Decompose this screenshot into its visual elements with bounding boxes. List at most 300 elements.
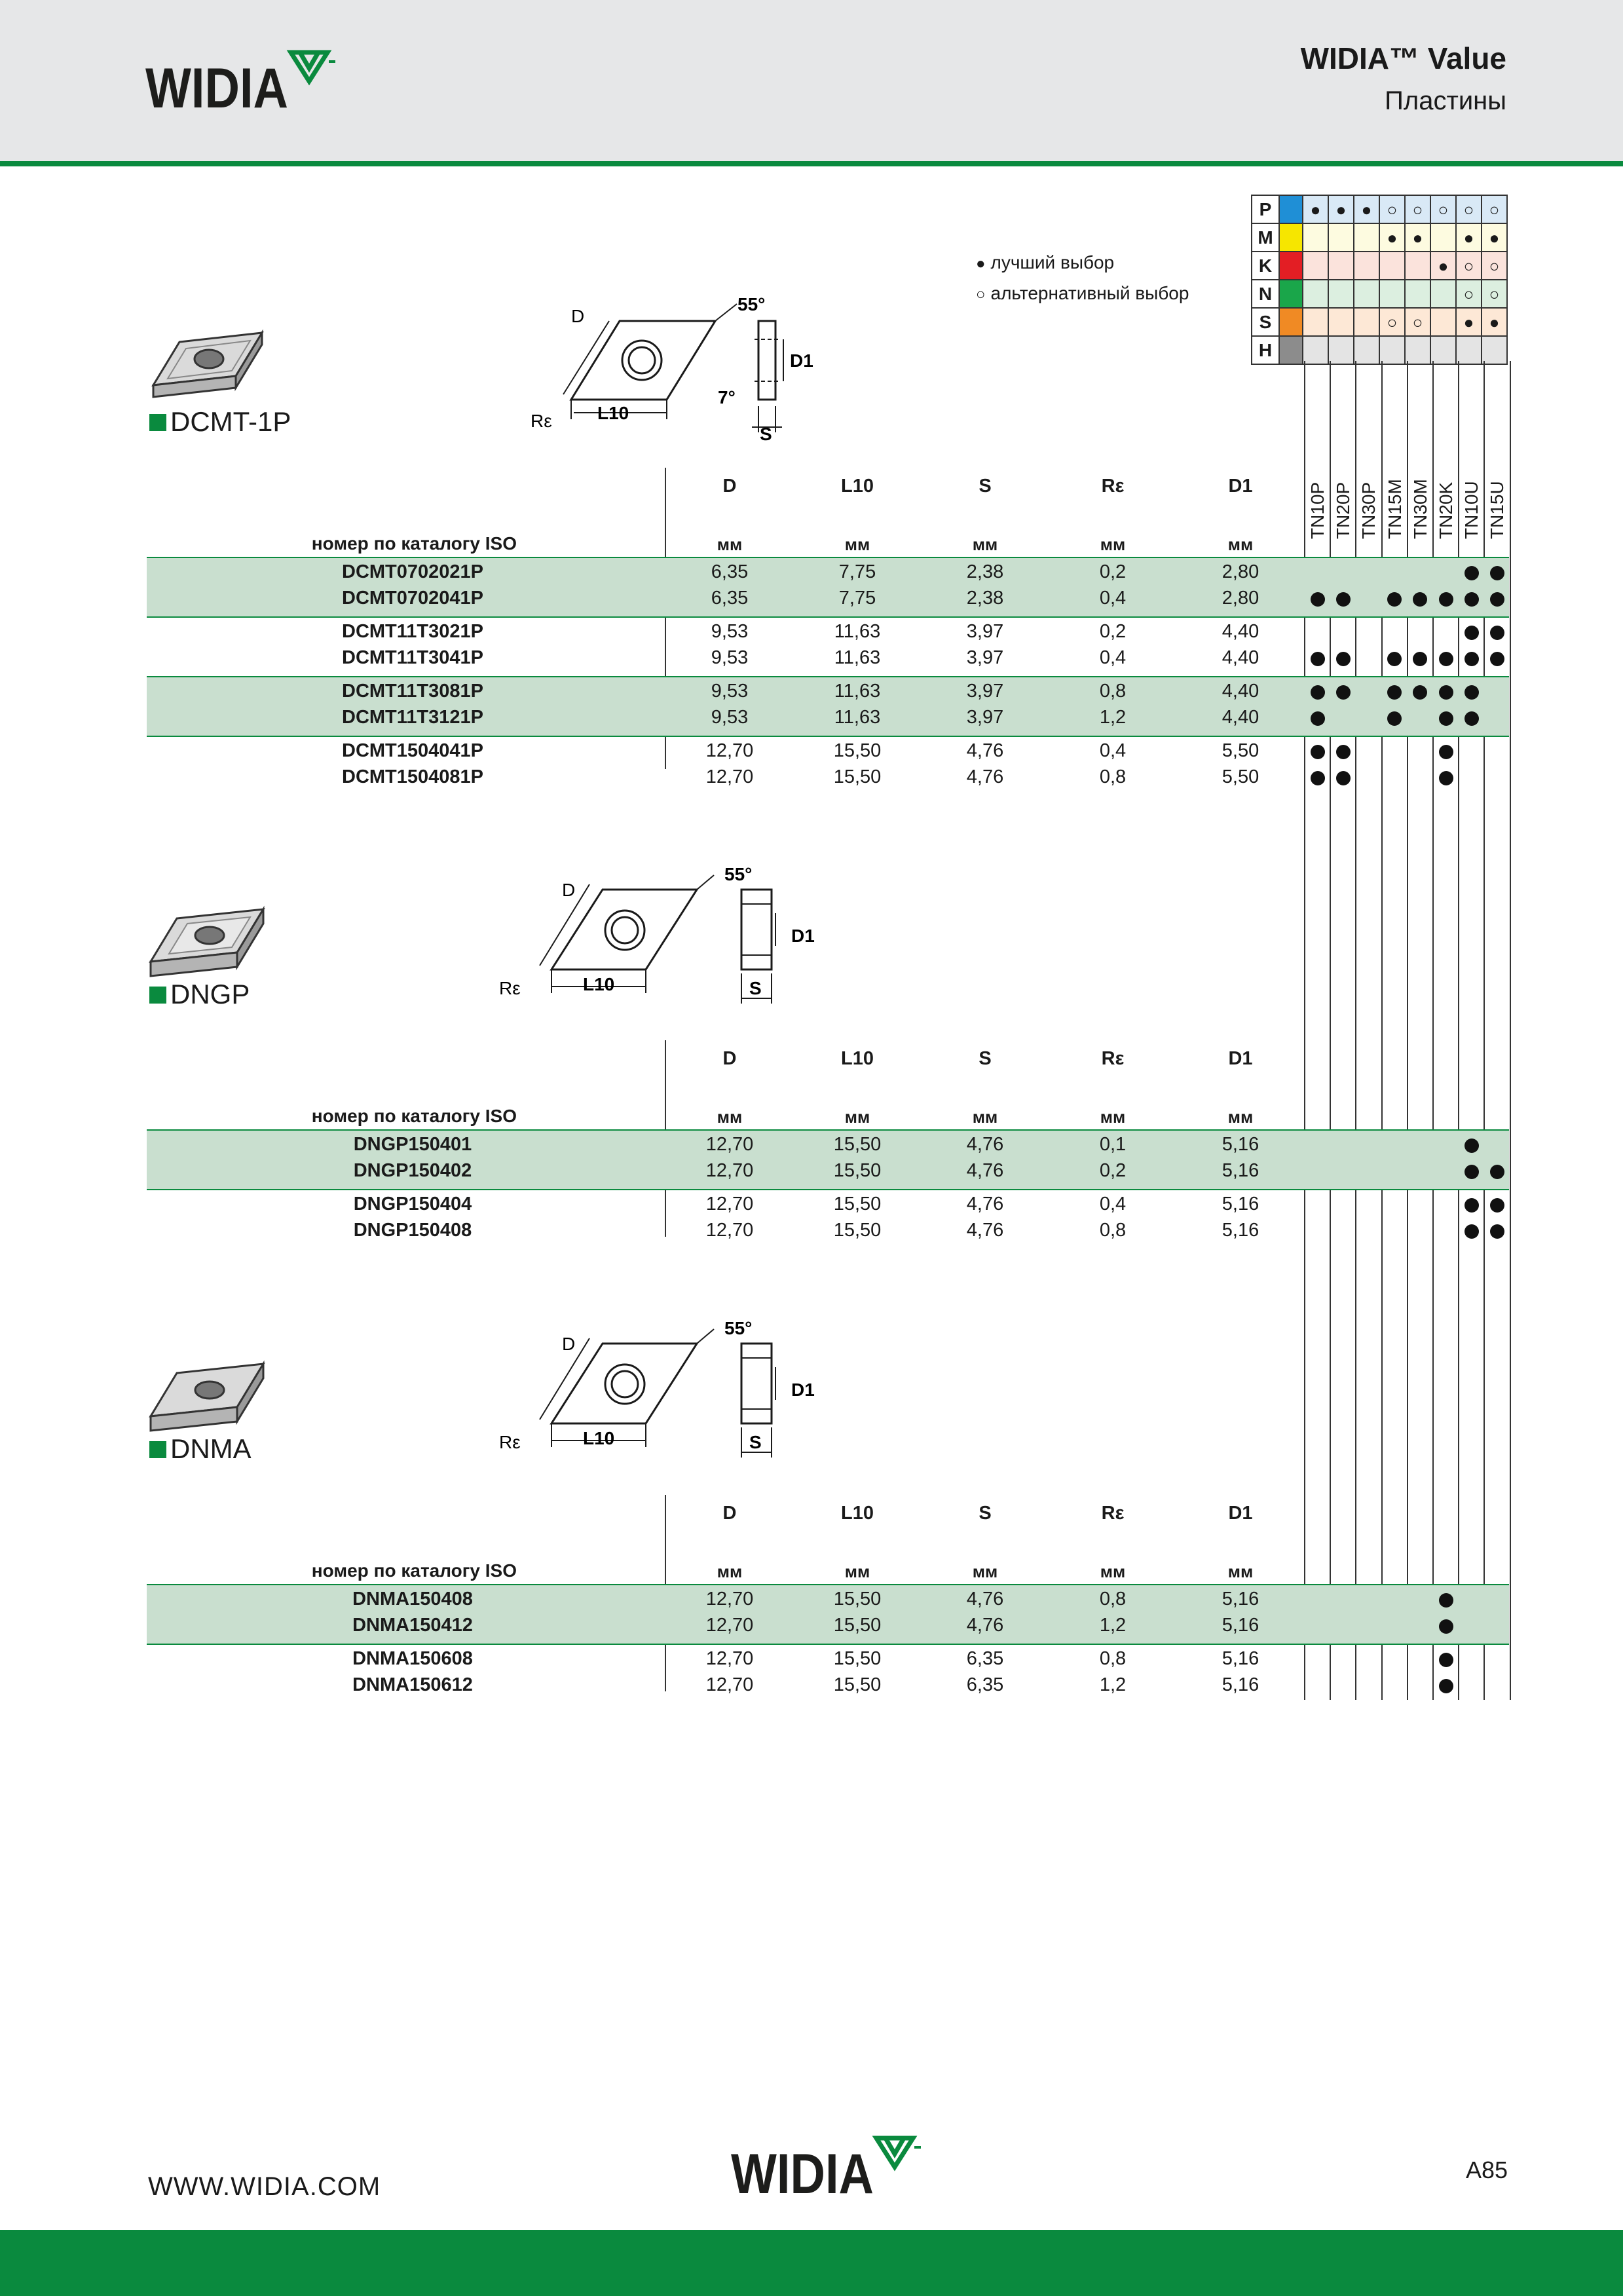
dimension-value: 4,76 xyxy=(966,1589,1004,1609)
dimension-value: 0,2 xyxy=(1099,621,1127,642)
section-title-dnma xyxy=(149,1433,252,1465)
dim-angle: 55° xyxy=(737,294,766,314)
iso-grade-mark xyxy=(1354,308,1379,336)
dimension-value: 0,2 xyxy=(1099,561,1127,582)
grade-label: TN20K xyxy=(1436,481,1456,539)
dimension-value: 6,35 xyxy=(711,561,749,582)
insert-drawing-dngp xyxy=(498,858,815,1009)
iso-catalog-label: номер по каталогу ISO xyxy=(311,1106,517,1126)
grade-recommended-dot xyxy=(1387,652,1402,666)
dimension-value: 3,97 xyxy=(966,681,1004,702)
section-title-text: DNGP xyxy=(170,979,250,1009)
catalog-title: WIDIA™ Value xyxy=(1300,41,1506,75)
dimension-value: 0,8 xyxy=(1099,681,1127,702)
iso-color-swatch xyxy=(1279,252,1303,280)
catalog-subtitle: Пластины xyxy=(1385,86,1506,115)
column-header: D1 xyxy=(1228,476,1253,497)
grade-heading xyxy=(1305,481,1331,560)
insert-drawing-dnma xyxy=(498,1312,815,1463)
dimension-value: 15,50 xyxy=(833,1194,882,1214)
column-unit: мм xyxy=(844,535,870,554)
dim-d1: D1 xyxy=(791,926,815,946)
dim-l10: L10 xyxy=(583,1428,615,1448)
grade-label: TN30P xyxy=(1358,481,1379,539)
dimension-value: 6,35 xyxy=(966,1674,1004,1695)
iso-grade-mark: ○ xyxy=(1456,195,1482,223)
dimension-value: 4,40 xyxy=(1222,621,1259,642)
page-number: A85 xyxy=(1465,2156,1508,2183)
dimension-value: 12,70 xyxy=(705,1615,754,1636)
catalog-number: DCMT0702041P xyxy=(342,588,483,609)
column-header: Rε xyxy=(1101,476,1125,497)
section-title-text: DNMA xyxy=(170,1433,252,1464)
dimension-value: 4,76 xyxy=(966,1220,1004,1241)
column-unit: мм xyxy=(717,535,743,554)
iso-letter: M xyxy=(1252,223,1279,252)
dim-s: S xyxy=(749,978,762,998)
grade-heading xyxy=(1356,481,1382,560)
iso-grade-mark: ○ xyxy=(1456,280,1482,308)
iso-grade-mark xyxy=(1328,308,1354,336)
grade-recommended-dot xyxy=(1490,592,1504,607)
column-header: L10 xyxy=(841,1048,874,1069)
iso-color-swatch xyxy=(1279,336,1303,364)
grade-recommended-dot xyxy=(1413,652,1427,666)
grade-recommended-dot xyxy=(1490,626,1504,640)
dimension-value: 6,35 xyxy=(711,588,749,609)
column-unit: мм xyxy=(844,1107,870,1127)
group-divider xyxy=(147,616,1509,618)
iso-grade-mark xyxy=(1303,308,1328,336)
dimension-value: 9,53 xyxy=(711,647,749,668)
dimension-value: 4,76 xyxy=(966,1134,1004,1155)
dim-d1: D1 xyxy=(791,1380,815,1400)
grade-recommended-dot xyxy=(1464,711,1479,726)
dimension-value: 5,50 xyxy=(1222,740,1259,761)
green-square-icon xyxy=(149,987,166,1004)
dimension-value: 11,63 xyxy=(834,681,881,702)
green-square-icon xyxy=(149,1441,166,1458)
dimension-value: 15,50 xyxy=(833,1220,882,1241)
grade-recommended-dot xyxy=(1439,1593,1453,1608)
dimension-value: 3,97 xyxy=(966,621,1004,642)
dimension-value: 5,16 xyxy=(1222,1220,1259,1241)
dimension-value: 0,4 xyxy=(1099,588,1127,609)
grade-recommended-dot xyxy=(1311,711,1325,726)
dimension-value: 7,75 xyxy=(838,561,876,582)
dimension-value: 15,50 xyxy=(833,1160,882,1181)
catalog-number: DNGP150404 xyxy=(353,1194,472,1214)
grade-recommended-dot xyxy=(1439,711,1453,726)
iso-grade-mark xyxy=(1430,223,1456,252)
iso-letter: N xyxy=(1252,280,1279,308)
column-unit: мм xyxy=(717,1562,743,1581)
grade-label: TN15M xyxy=(1384,479,1405,539)
iso-grade-mark xyxy=(1354,280,1379,308)
dimension-value: 4,76 xyxy=(966,740,1004,761)
dim-d: D xyxy=(562,1334,576,1354)
dimension-value: 15,50 xyxy=(833,740,882,761)
dimension-value: 4,40 xyxy=(1222,647,1259,668)
dimension-value: 5,16 xyxy=(1222,1134,1259,1155)
grade-recommended-dot xyxy=(1311,771,1325,785)
column-unit: мм xyxy=(844,1562,870,1581)
iso-grade-mark: ○ xyxy=(1405,195,1430,223)
column-unit: мм xyxy=(1100,535,1126,554)
dimension-value: 11,63 xyxy=(834,707,881,728)
section-title-dngp xyxy=(149,979,250,1010)
catalog-number: DCMT11T3081P xyxy=(342,681,483,702)
iso-grade-mark: ○ xyxy=(1482,195,1507,223)
catalog-number: DNGP150401 xyxy=(353,1134,472,1155)
grade-recommended-dot xyxy=(1464,626,1479,640)
iso-grade-mark xyxy=(1456,336,1482,364)
dimension-value: 0,4 xyxy=(1099,647,1127,668)
catalog-number: DCMT11T3021P xyxy=(342,621,483,642)
dimension-value: 12,70 xyxy=(705,1589,754,1609)
group-divider xyxy=(147,736,1509,737)
grade-recommended-dot xyxy=(1490,1165,1504,1179)
column-header: D xyxy=(722,1048,737,1069)
column-header: D xyxy=(722,476,737,497)
grade-recommended-dot xyxy=(1490,566,1504,580)
legend-best-label: лучший выбор xyxy=(990,252,1115,273)
iso-grade-mark: ○ xyxy=(1379,195,1405,223)
iso-grade-mark xyxy=(1303,280,1328,308)
insert-image-dngp xyxy=(145,901,270,980)
iso-row xyxy=(1252,195,1507,223)
dimension-value: 1,2 xyxy=(1099,707,1127,728)
grade-recommended-dot xyxy=(1464,1165,1479,1179)
insert-drawing-dcmt xyxy=(511,282,825,452)
iso-grade-mark: ● xyxy=(1328,195,1354,223)
grade-label: TN15U xyxy=(1487,481,1508,539)
iso-grade-mark: ○ xyxy=(1482,280,1507,308)
iso-catalog-label: номер по каталогу ISO xyxy=(311,533,517,554)
column-unit: мм xyxy=(972,1107,998,1127)
iso-color-swatch xyxy=(1279,223,1303,252)
iso-grade-mark xyxy=(1303,252,1328,280)
dimension-value: 7,75 xyxy=(838,588,876,609)
dim-re: Rε xyxy=(499,978,521,998)
iso-grade-mark: ● xyxy=(1379,223,1405,252)
filled-dot-icon: ● xyxy=(976,255,986,273)
iso-color-swatch xyxy=(1279,308,1303,336)
dimension-value: 0,2 xyxy=(1099,1160,1127,1181)
iso-grade-mark xyxy=(1405,280,1430,308)
column-unit: мм xyxy=(972,1562,998,1581)
group-divider xyxy=(147,1644,1509,1645)
grade-heading xyxy=(1408,479,1434,560)
dimension-value: 5,16 xyxy=(1222,1648,1259,1669)
dimension-value: 15,50 xyxy=(833,766,882,787)
dim-l10: L10 xyxy=(583,974,615,994)
dim-s: S xyxy=(749,1432,762,1452)
iso-row xyxy=(1252,308,1507,336)
grade-recommended-dot xyxy=(1439,1679,1453,1693)
dimension-value: 2,38 xyxy=(966,588,1004,609)
iso-grade-mark: ○ xyxy=(1405,308,1430,336)
column-header: S xyxy=(979,476,992,497)
grade-recommended-dot xyxy=(1336,771,1351,785)
hollow-dot-icon: ○ xyxy=(976,286,986,303)
grade-label: TN10U xyxy=(1461,481,1482,539)
catalog-number: DCMT11T3041P xyxy=(342,647,483,668)
legend-alternative xyxy=(976,283,1189,304)
dimension-value: 11,63 xyxy=(834,647,881,668)
section-title-dcmt xyxy=(149,406,291,438)
dimension-value: 5,50 xyxy=(1222,766,1259,787)
iso-grade-mark: ○ xyxy=(1456,252,1482,280)
column-unit: мм xyxy=(717,1107,743,1127)
grade-recommended-dot xyxy=(1464,652,1479,666)
footer-band xyxy=(0,2230,1623,2296)
grade-recommended-dot xyxy=(1311,592,1325,607)
dimension-value: 1,2 xyxy=(1099,1615,1127,1636)
footer-widia-logo xyxy=(731,2129,927,2206)
dimension-value: 5,16 xyxy=(1222,1674,1259,1695)
grade-heading xyxy=(1330,481,1356,560)
iso-letter: H xyxy=(1252,336,1279,364)
dimension-value: 11,63 xyxy=(834,621,881,642)
dimension-value: 12,70 xyxy=(705,766,754,787)
dimension-value: 15,50 xyxy=(833,1648,882,1669)
iso-grade-mark xyxy=(1328,223,1354,252)
dim-angle: 55° xyxy=(724,864,753,884)
dim-clearance: 7° xyxy=(718,387,736,407)
dimension-value: 12,70 xyxy=(705,1648,754,1669)
grade-recommended-dot xyxy=(1336,652,1351,666)
grade-recommended-dot xyxy=(1464,566,1479,580)
grade-recommended-dot xyxy=(1311,685,1325,700)
iso-row xyxy=(1252,280,1507,308)
dimension-value: 5,16 xyxy=(1222,1615,1259,1636)
dimension-value: 12,70 xyxy=(705,740,754,761)
iso-grade-mark xyxy=(1379,280,1405,308)
dim-re: Rε xyxy=(499,1432,521,1452)
iso-color-swatch xyxy=(1279,195,1303,223)
iso-row xyxy=(1252,223,1507,252)
dimension-value: 0,8 xyxy=(1099,1589,1127,1609)
grade-recommended-dot xyxy=(1439,1653,1453,1667)
iso-grade-mark xyxy=(1430,336,1456,364)
grade-recommended-dot xyxy=(1490,1224,1504,1239)
dimension-value: 0,1 xyxy=(1099,1134,1127,1155)
dimension-value: 5,16 xyxy=(1222,1160,1259,1181)
grade-heading xyxy=(1484,481,1510,560)
logo-wordmark: WIDIA xyxy=(145,57,288,120)
dimension-value: 4,40 xyxy=(1222,707,1259,728)
column-unit: мм xyxy=(1100,1562,1126,1581)
iso-grade-mark: ● xyxy=(1482,223,1507,252)
iso-grade-mark: ● xyxy=(1482,308,1507,336)
iso-grade-mark: ● xyxy=(1456,308,1482,336)
iso-grade-mark xyxy=(1303,336,1328,364)
iso-grade-mark xyxy=(1379,336,1405,364)
grade-recommended-dot xyxy=(1464,592,1479,607)
column-unit: мм xyxy=(1227,535,1254,554)
iso-grade-mark: ● xyxy=(1430,252,1456,280)
iso-grade-mark: ● xyxy=(1303,195,1328,223)
iso-grade-mark xyxy=(1482,336,1507,364)
iso-grade-mark xyxy=(1430,308,1456,336)
dimension-value: 9,53 xyxy=(711,707,749,728)
dimension-value: 0,4 xyxy=(1099,1194,1127,1214)
grade-label: TN10P xyxy=(1307,481,1328,539)
catalog-number: DCMT11T3121P xyxy=(342,707,483,728)
widia-triangle-icon xyxy=(876,2138,913,2167)
grade-recommended-dot xyxy=(1439,771,1453,785)
grade-recommended-dot xyxy=(1464,1224,1479,1239)
dimension-value: 9,53 xyxy=(711,621,749,642)
iso-grade-mark xyxy=(1379,252,1405,280)
grade-recommended-dot xyxy=(1439,592,1453,607)
dimension-value: 12,70 xyxy=(705,1674,754,1695)
catalog-number: DNMA150408 xyxy=(352,1589,473,1609)
column-unit: мм xyxy=(972,535,998,554)
column-header: D1 xyxy=(1228,1503,1253,1524)
insert-image-dcmt xyxy=(145,328,270,406)
dimension-value: 4,76 xyxy=(966,1160,1004,1181)
iso-grade-mark xyxy=(1354,223,1379,252)
dimension-value: 0,8 xyxy=(1099,1220,1127,1241)
dimension-value: 0,8 xyxy=(1099,1648,1127,1669)
grade-recommended-dot xyxy=(1464,685,1479,700)
grade-recommended-dot xyxy=(1464,1139,1479,1153)
legend-best xyxy=(976,252,1114,273)
grade-recommended-dot xyxy=(1311,652,1325,666)
grade-recommended-dot xyxy=(1439,745,1453,759)
header-divider xyxy=(0,161,1623,166)
dim-re: Rε xyxy=(531,411,552,431)
dim-s: S xyxy=(760,424,772,444)
grade-recommended-dot xyxy=(1490,652,1504,666)
dimension-value: 4,76 xyxy=(966,1615,1004,1636)
column-unit: мм xyxy=(1100,1107,1126,1127)
widia-triangle-icon xyxy=(291,52,327,81)
iso-catalog-label: номер по каталогу ISO xyxy=(311,1560,517,1581)
grade-label: TN30M xyxy=(1409,479,1430,539)
dimension-value: 9,53 xyxy=(711,681,749,702)
widia-logo xyxy=(145,43,342,120)
grade-recommended-dot xyxy=(1336,745,1351,759)
dimension-value: 12,70 xyxy=(705,1160,754,1181)
column-header: Rε xyxy=(1101,1048,1125,1069)
grade-recommended-dot xyxy=(1439,685,1453,700)
catalog-number: DNMA150608 xyxy=(352,1648,473,1669)
iso-grade-mark xyxy=(1405,336,1430,364)
grade-column-line xyxy=(1510,361,1511,1700)
dimension-value: 4,40 xyxy=(1222,681,1259,702)
iso-grade-mark xyxy=(1303,223,1328,252)
catalog-number: DCMT1504041P xyxy=(342,740,483,761)
iso-letter: P xyxy=(1252,195,1279,223)
dimension-value: 3,97 xyxy=(966,647,1004,668)
grade-recommended-dot xyxy=(1336,592,1351,607)
footer-url[interactable]: WWW.WIDIA.COM xyxy=(148,2172,381,2201)
grade-label: TN20P xyxy=(1333,481,1354,539)
group-divider xyxy=(147,1189,1509,1190)
grade-recommended-dot xyxy=(1490,1198,1504,1213)
iso-grade-mark xyxy=(1405,252,1430,280)
column-header: S xyxy=(979,1503,992,1524)
grade-recommended-dot xyxy=(1439,1619,1453,1634)
column-header: D xyxy=(722,1503,737,1524)
green-square-icon xyxy=(149,414,166,431)
iso-grade-mark xyxy=(1328,252,1354,280)
catalog-number: DCMT1504081P xyxy=(342,766,483,787)
iso-row xyxy=(1252,252,1507,280)
column-header: S xyxy=(979,1048,992,1069)
iso-grade-mark xyxy=(1430,280,1456,308)
dimension-value: 4,76 xyxy=(966,766,1004,787)
dimension-value: 12,70 xyxy=(705,1134,754,1155)
dimension-value: 15,50 xyxy=(833,1615,882,1636)
catalog-number: DNMA150412 xyxy=(352,1615,473,1636)
insert-image-dnma xyxy=(145,1356,270,1435)
dimension-value: 2,38 xyxy=(966,561,1004,582)
dimension-value: 5,16 xyxy=(1222,1589,1259,1609)
grade-heading xyxy=(1382,479,1408,560)
dimension-value: 0,8 xyxy=(1099,766,1127,787)
dimension-value: 1,2 xyxy=(1099,1674,1127,1695)
grade-recommended-dot xyxy=(1464,1198,1479,1213)
dimension-value: 0,4 xyxy=(1099,740,1127,761)
catalog-number: DNGP150402 xyxy=(353,1160,472,1181)
iso-grade-mark: ○ xyxy=(1482,252,1507,280)
dim-d: D xyxy=(571,306,585,326)
column-header: D1 xyxy=(1228,1048,1253,1069)
iso-grade-mark: ○ xyxy=(1430,195,1456,223)
dim-angle: 55° xyxy=(724,1318,753,1338)
dim-l10: L10 xyxy=(597,403,629,423)
iso-row xyxy=(1252,336,1507,364)
catalog-number: DCMT0702021P xyxy=(342,561,483,582)
iso-grade-mark: ● xyxy=(1405,223,1430,252)
grade-recommended-dot xyxy=(1311,745,1325,759)
dimension-value: 15,50 xyxy=(833,1589,882,1609)
grade-heading xyxy=(1433,481,1459,560)
column-header: Rε xyxy=(1101,1503,1125,1524)
dim-d1: D1 xyxy=(790,350,813,371)
column-unit: мм xyxy=(1227,1562,1254,1581)
column-header: L10 xyxy=(841,476,874,497)
iso-grade-mark: ○ xyxy=(1379,308,1405,336)
iso-letter: S xyxy=(1252,308,1279,336)
grade-recommended-dot xyxy=(1336,685,1351,700)
grade-heading xyxy=(1459,481,1485,560)
dimension-value: 5,16 xyxy=(1222,1194,1259,1214)
iso-grade-mark: ● xyxy=(1456,223,1482,252)
iso-grade-mark xyxy=(1328,336,1354,364)
iso-color-swatch xyxy=(1279,280,1303,308)
legend-alternative-label: альтернативный выбор xyxy=(990,283,1189,303)
iso-material-table xyxy=(1251,195,1508,365)
section-title-text: DCMT-1P xyxy=(170,406,291,437)
iso-letter: K xyxy=(1252,252,1279,280)
iso-grade-mark: ● xyxy=(1354,195,1379,223)
dimension-value: 2,80 xyxy=(1222,588,1259,609)
iso-grade-mark xyxy=(1328,280,1354,308)
dimension-value: 12,70 xyxy=(705,1194,754,1214)
dimension-value: 12,70 xyxy=(705,1220,754,1241)
column-header: L10 xyxy=(841,1503,874,1524)
iso-grade-mark xyxy=(1354,336,1379,364)
dimension-value: 6,35 xyxy=(966,1648,1004,1669)
grade-recommended-dot xyxy=(1439,652,1453,666)
iso-grade-mark xyxy=(1354,252,1379,280)
dim-d: D xyxy=(562,880,576,900)
